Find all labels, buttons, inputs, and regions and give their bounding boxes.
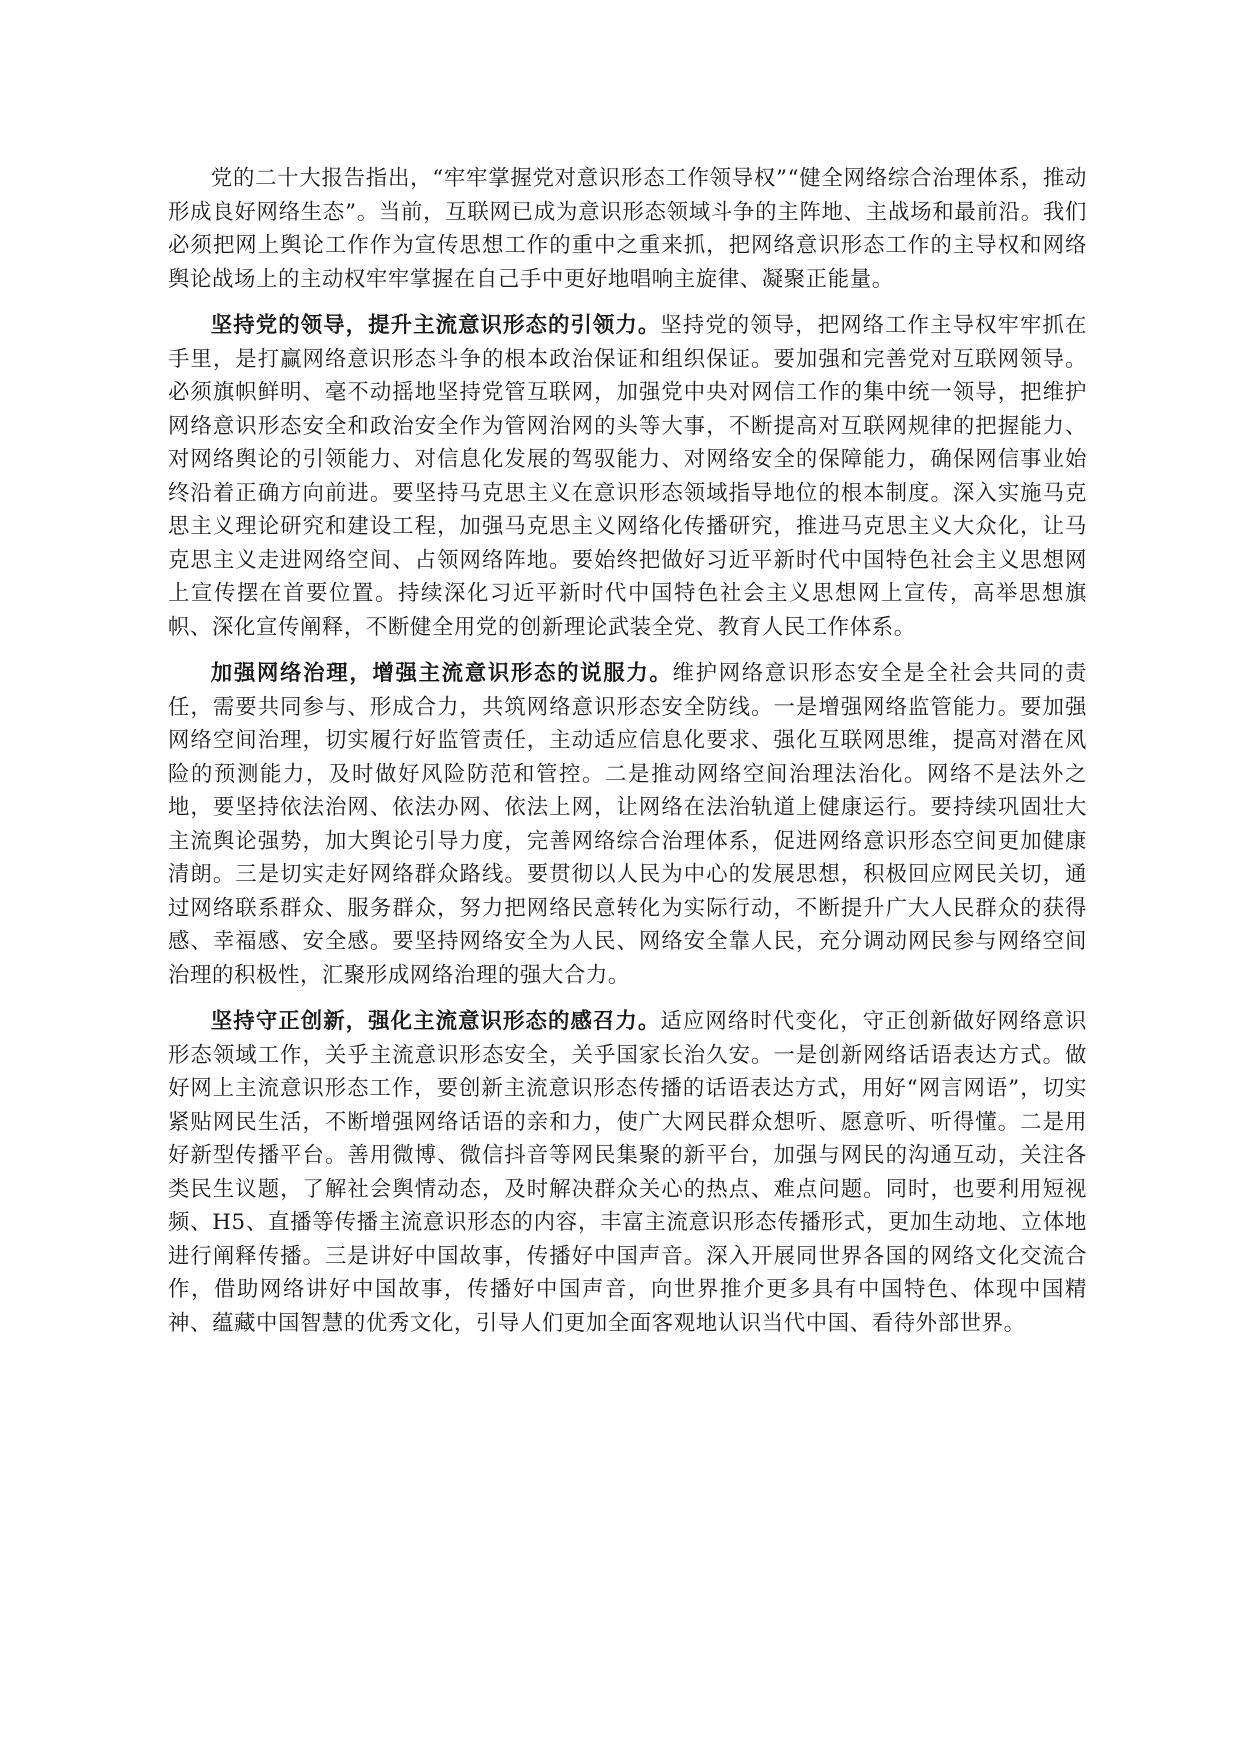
section-body-governance: 维护网络意识形态安全是全社会共同的责任，需要共同参与、形成合力，共筑网络意识形态安全防线。一是增强网络监管能力。要加强网络空间治理，切实履行好监管责任，主动适应信息化要求、强化互联网思维，提高对潜在风险的预测能力，及时做好风险防范和管控。二是推动网络空间治理法治化。网络不是法外之地，要坚持依法治网、依法办网、依法上网，让网络在法治轨道上健康运行。要持续巩固壮大主流舆论强势，加大舆论引导力度，完善网络综合治理体系，促进网络意识形态空间更加健康清朗。三是切实走好网络群众路线。要贯彻以人民为中心的发展思想，积极回应网民关切，通过网络联系群众、服务群众，努力把网络民意转化为实际行动，不断提升广大人民群众的获得感、幸福感、安全感。要坚持网络安全为人民、网络安全靠人民，充分调动网民参与网络空间治理的积极性，汇聚形成网络治理的强大合力。 — [168, 661, 1087, 988]
section-heading-leadership: 坚持党的领导，提升主流意识形态的引领力。 — [210, 313, 661, 338]
section-body-innovation: 适应网络时代变化，守正创新做好网络意识形态领域工作，关乎主流意识形态安全，关乎国家长治久安。一是创新网络话语表达方式。做好网上主流意识形态工作，要创新主流意识形态传播的话语表达方式，用好“网言网语”，切实紧贴网民生活，不断增强网络话语的亲和力，使广大网民群众想听、愿意听、听得懂。二是用好新型传播平台。善用微博、微信抖音等网民集聚的新平台，加强与网民的沟通互动，关注各类民生议题，了解社会舆情动态，及时解决群众关心的热点、难点问题。同时，也要利用短视频、H5、直播等传播主流意识形态的内容，丰富主流意识形态传播形式，更加生动地、立体地进行阐释传播。三是讲好中国故事，传播好中国声音。深入开展同世界各国的网络文化交流合作，借助网络讲好中国故事，传播好中国声音，向世界推介更多具有中国特色、体现中国精神、蕴藏中国智慧的优秀文化，引导人们更加全面客观地认识当代中国、看待外部世界。 — [168, 1009, 1087, 1336]
document-body — [168, 162, 1087, 1353]
section-heading-innovation: 坚持守正创新，强化主流意识形态的感召力。 — [210, 1009, 661, 1034]
section-paragraph-innovation — [168, 1005, 1087, 1340]
intro-paragraph: 党的二十大报告指出，“牢牢掌握党对意识形态工作领导权”“健全网络综合治理体系，推动形成良好网络生态”。当前，互联网已成为意识形态领域斗争的主阵地、主战场和最前沿。我们必须把网上舆论工作作为宣传思想工作的重中之重来抓，把网络意识形态工作的主导权和网络舆论战场上的主动权牢牢掌握在自己手中更好地唱响主旋律、凝聚正能量。 — [168, 166, 1087, 292]
section-body-leadership: 坚持党的领导，把网络工作主导权牢牢抓在手里，是打赢网络意识形态斗争的根本政治保证和组织保证。要加强和完善党对互联网领导。必须旗帜鲜明、毫不动摇地坚持党管互联网，加强党中央对网信工作的集中统一领导，把维护网络意识形态安全和政治安全作为管网治网的头等大事，不断提高对互联网规律的把握能力、对网络舆论的引领能力、对信息化发展的驾驭能力、对网络安全的保障能力，确保网信事业始终沿着正确方向前进。要坚持马克思主义在意识形态领域指导地位的根本制度。深入实施马克思主义理论研究和建设工程，加强马克思主义网络化传播研究，推进马克思主义大众化，让马克思主义走进网络空间、占领网络阵地。要始终把做好习近平新时代中国特色社会主义思想网上宣传摆在首要位置。持续深化习近平新时代中国特色社会主义思想网上宣传，高举思想旗帜、深化宣传阐释，不断健全用党的创新理论武装全党、教育人民工作体系。 — [168, 313, 1087, 640]
section-paragraph-governance — [168, 657, 1087, 992]
section-paragraph-leadership — [168, 309, 1087, 644]
section-heading-governance: 加强网络治理，增强主流意识形态的说服力。 — [210, 661, 673, 686]
